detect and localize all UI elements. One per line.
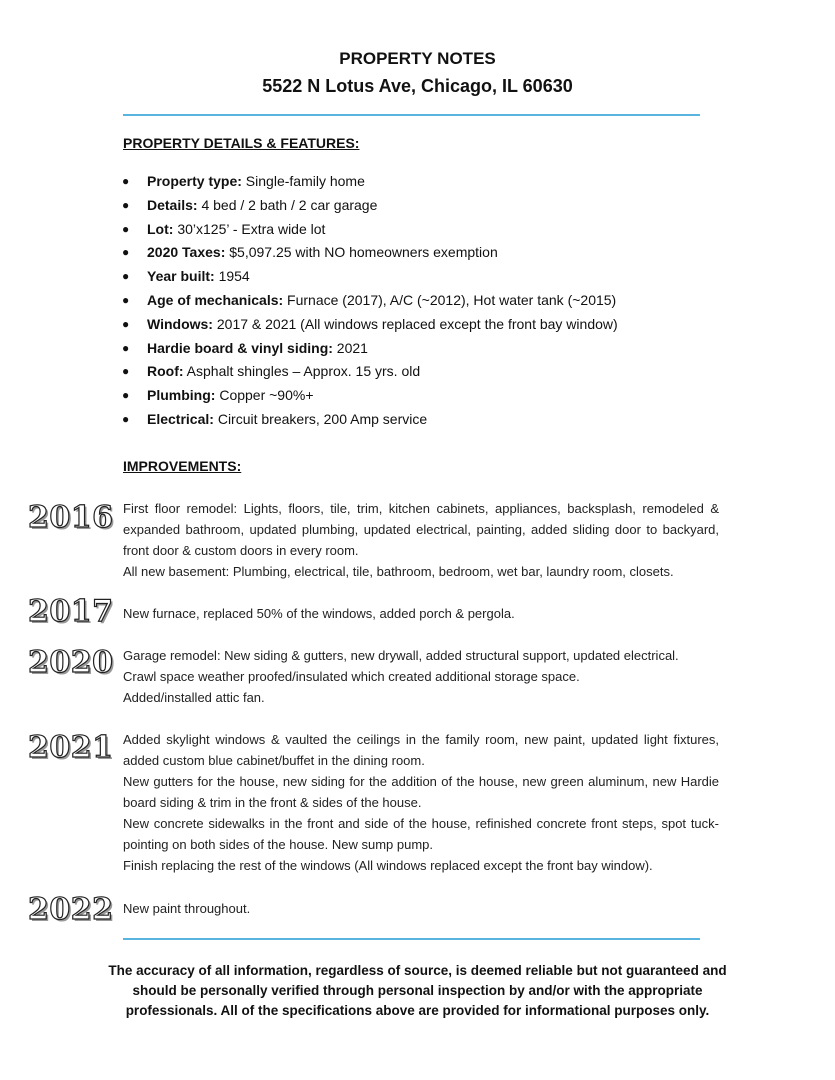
- list-item: [122, 171, 618, 195]
- detail-value: 30’x125’ - Extra wide lot: [173, 220, 326, 237]
- detail-value: 2021: [332, 339, 368, 356]
- detail-value: $5,097.25 with NO homeowners exemption: [225, 244, 498, 261]
- detail-label: Plumbing:: [147, 387, 216, 404]
- detail-label: Details:: [147, 196, 198, 213]
- details-list: [122, 171, 618, 433]
- list-item: [122, 266, 618, 290]
- bullet-icon: ●: [122, 316, 130, 331]
- bullet-icon: ●: [122, 340, 130, 355]
- bullet-icon: ●: [122, 364, 130, 379]
- page-title: PROPERTY NOTES: [339, 49, 496, 68]
- list-item: [122, 409, 618, 433]
- list-item: [122, 219, 618, 243]
- improvements-heading: IMPROVEMENTS:: [123, 458, 242, 474]
- list-item: [122, 361, 618, 385]
- bullet-icon: ●: [122, 197, 130, 212]
- list-item: [122, 314, 618, 338]
- improvement-text: Finish replacing the rest of the windows (All windows replaced except the front bay window).: [123, 858, 653, 873]
- detail-label: Hardie board & vinyl siding:: [147, 339, 333, 356]
- improvement-text: New paint throughout.: [123, 901, 251, 916]
- property-address: 5522 N Lotus Ave, Chicago, IL 60630: [262, 76, 573, 96]
- year-badge: 2016: [28, 500, 114, 535]
- improvement-text: First floor remodel: Lights, floors, tile, trim, kitchen cabinets, appliances, backsplash, remodeled & expanded bathroom, updated plumbing, updated electrical, painting, added sliding door to backyard, front door & custom doors in every room.: [123, 501, 719, 558]
- improvement-text: Added/installed attic fan.: [123, 690, 265, 705]
- detail-label: Electrical:: [147, 410, 214, 427]
- detail-value: Circuit breakers, 200 Amp service: [213, 410, 428, 427]
- bullet-icon: ●: [122, 292, 130, 307]
- detail-label: Windows:: [147, 315, 213, 332]
- improvement-text: Added skylight windows & vaulted the ceilings in the family room, new paint, updated light fixtures, added custom blue cabinet/buffet in the dining room.: [123, 732, 719, 768]
- year-badge: 2020: [28, 645, 114, 680]
- detail-value: Asphalt shingles – Approx. 15 yrs. old: [183, 363, 421, 380]
- list-item: [122, 195, 618, 219]
- detail-value: 4 bed / 2 bath / 2 car garage: [197, 196, 378, 213]
- improvement-text: New gutters for the house, new siding for the addition of the house, new green aluminum, new Hardie board siding & trim in the front & sides of the house.: [123, 774, 719, 810]
- improvement-entry: [123, 729, 719, 876]
- detail-label: Roof:: [147, 363, 184, 380]
- list-item: [122, 290, 618, 314]
- improvement-text: New concrete sidewalks in the front and side of the house, refinished concrete front steps, spot tuck-pointing on both sides of the house. New sump pump.: [123, 816, 719, 852]
- improvement-text: Garage remodel: New siding & gutters, new drywall, added structural support, updated electrical.: [123, 648, 679, 663]
- improvement-entry: [123, 498, 719, 582]
- bullet-icon: ●: [122, 269, 130, 284]
- bullet-icon: ●: [122, 245, 130, 260]
- improvement-entry: [123, 645, 719, 708]
- bottom-divider: [123, 938, 700, 940]
- detail-value: Copper ~90%+: [215, 387, 314, 404]
- list-item: [122, 242, 618, 266]
- bullet-icon: ●: [122, 388, 130, 403]
- improvement-entry: [123, 898, 719, 919]
- detail-label: Lot:: [147, 220, 174, 237]
- details-heading: PROPERTY DETAILS & FEATURES:: [123, 135, 360, 151]
- year-badge: 2022: [28, 892, 114, 927]
- top-divider: [123, 114, 700, 116]
- year-badge: 2017: [28, 594, 114, 629]
- detail-label: 2020 Taxes:: [147, 244, 226, 261]
- detail-value: 2017 & 2021 (All windows replaced except the front bay window): [212, 315, 618, 332]
- detail-label: Year built:: [147, 268, 215, 285]
- disclaimer: The accuracy of all information, regardless of source, is deemed reliable but not guaranteed and should be personally verified through personal inspection by and/or with the appropriate professionals. All of the specifications above are provided for informational purposes only.: [108, 963, 727, 1018]
- list-item: [122, 338, 618, 362]
- detail-value: Furnace (2017), A/C (~2012), Hot water tank (~2015): [283, 291, 617, 308]
- bullet-icon: ●: [122, 174, 130, 188]
- bullet-icon: ●: [122, 221, 130, 236]
- detail-label: Property type:: [147, 173, 242, 189]
- improvement-entry: [123, 603, 719, 624]
- detail-value: 1954: [214, 268, 250, 285]
- improvement-text: All new basement: Plumbing, electrical, tile, bathroom, bedroom, wet bar, laundry room, closets.: [123, 564, 674, 579]
- list-item: [122, 385, 618, 409]
- improvement-text: Crawl space weather proofed/insulated which created additional storage space.: [123, 669, 580, 684]
- improvement-text: New furnace, replaced 50% of the windows, added porch & pergola.: [123, 606, 515, 621]
- year-badge: 2021: [28, 730, 114, 765]
- bullet-icon: ●: [122, 411, 130, 426]
- detail-value: Single-family home: [241, 173, 365, 189]
- detail-label: Age of mechanicals:: [147, 291, 284, 308]
